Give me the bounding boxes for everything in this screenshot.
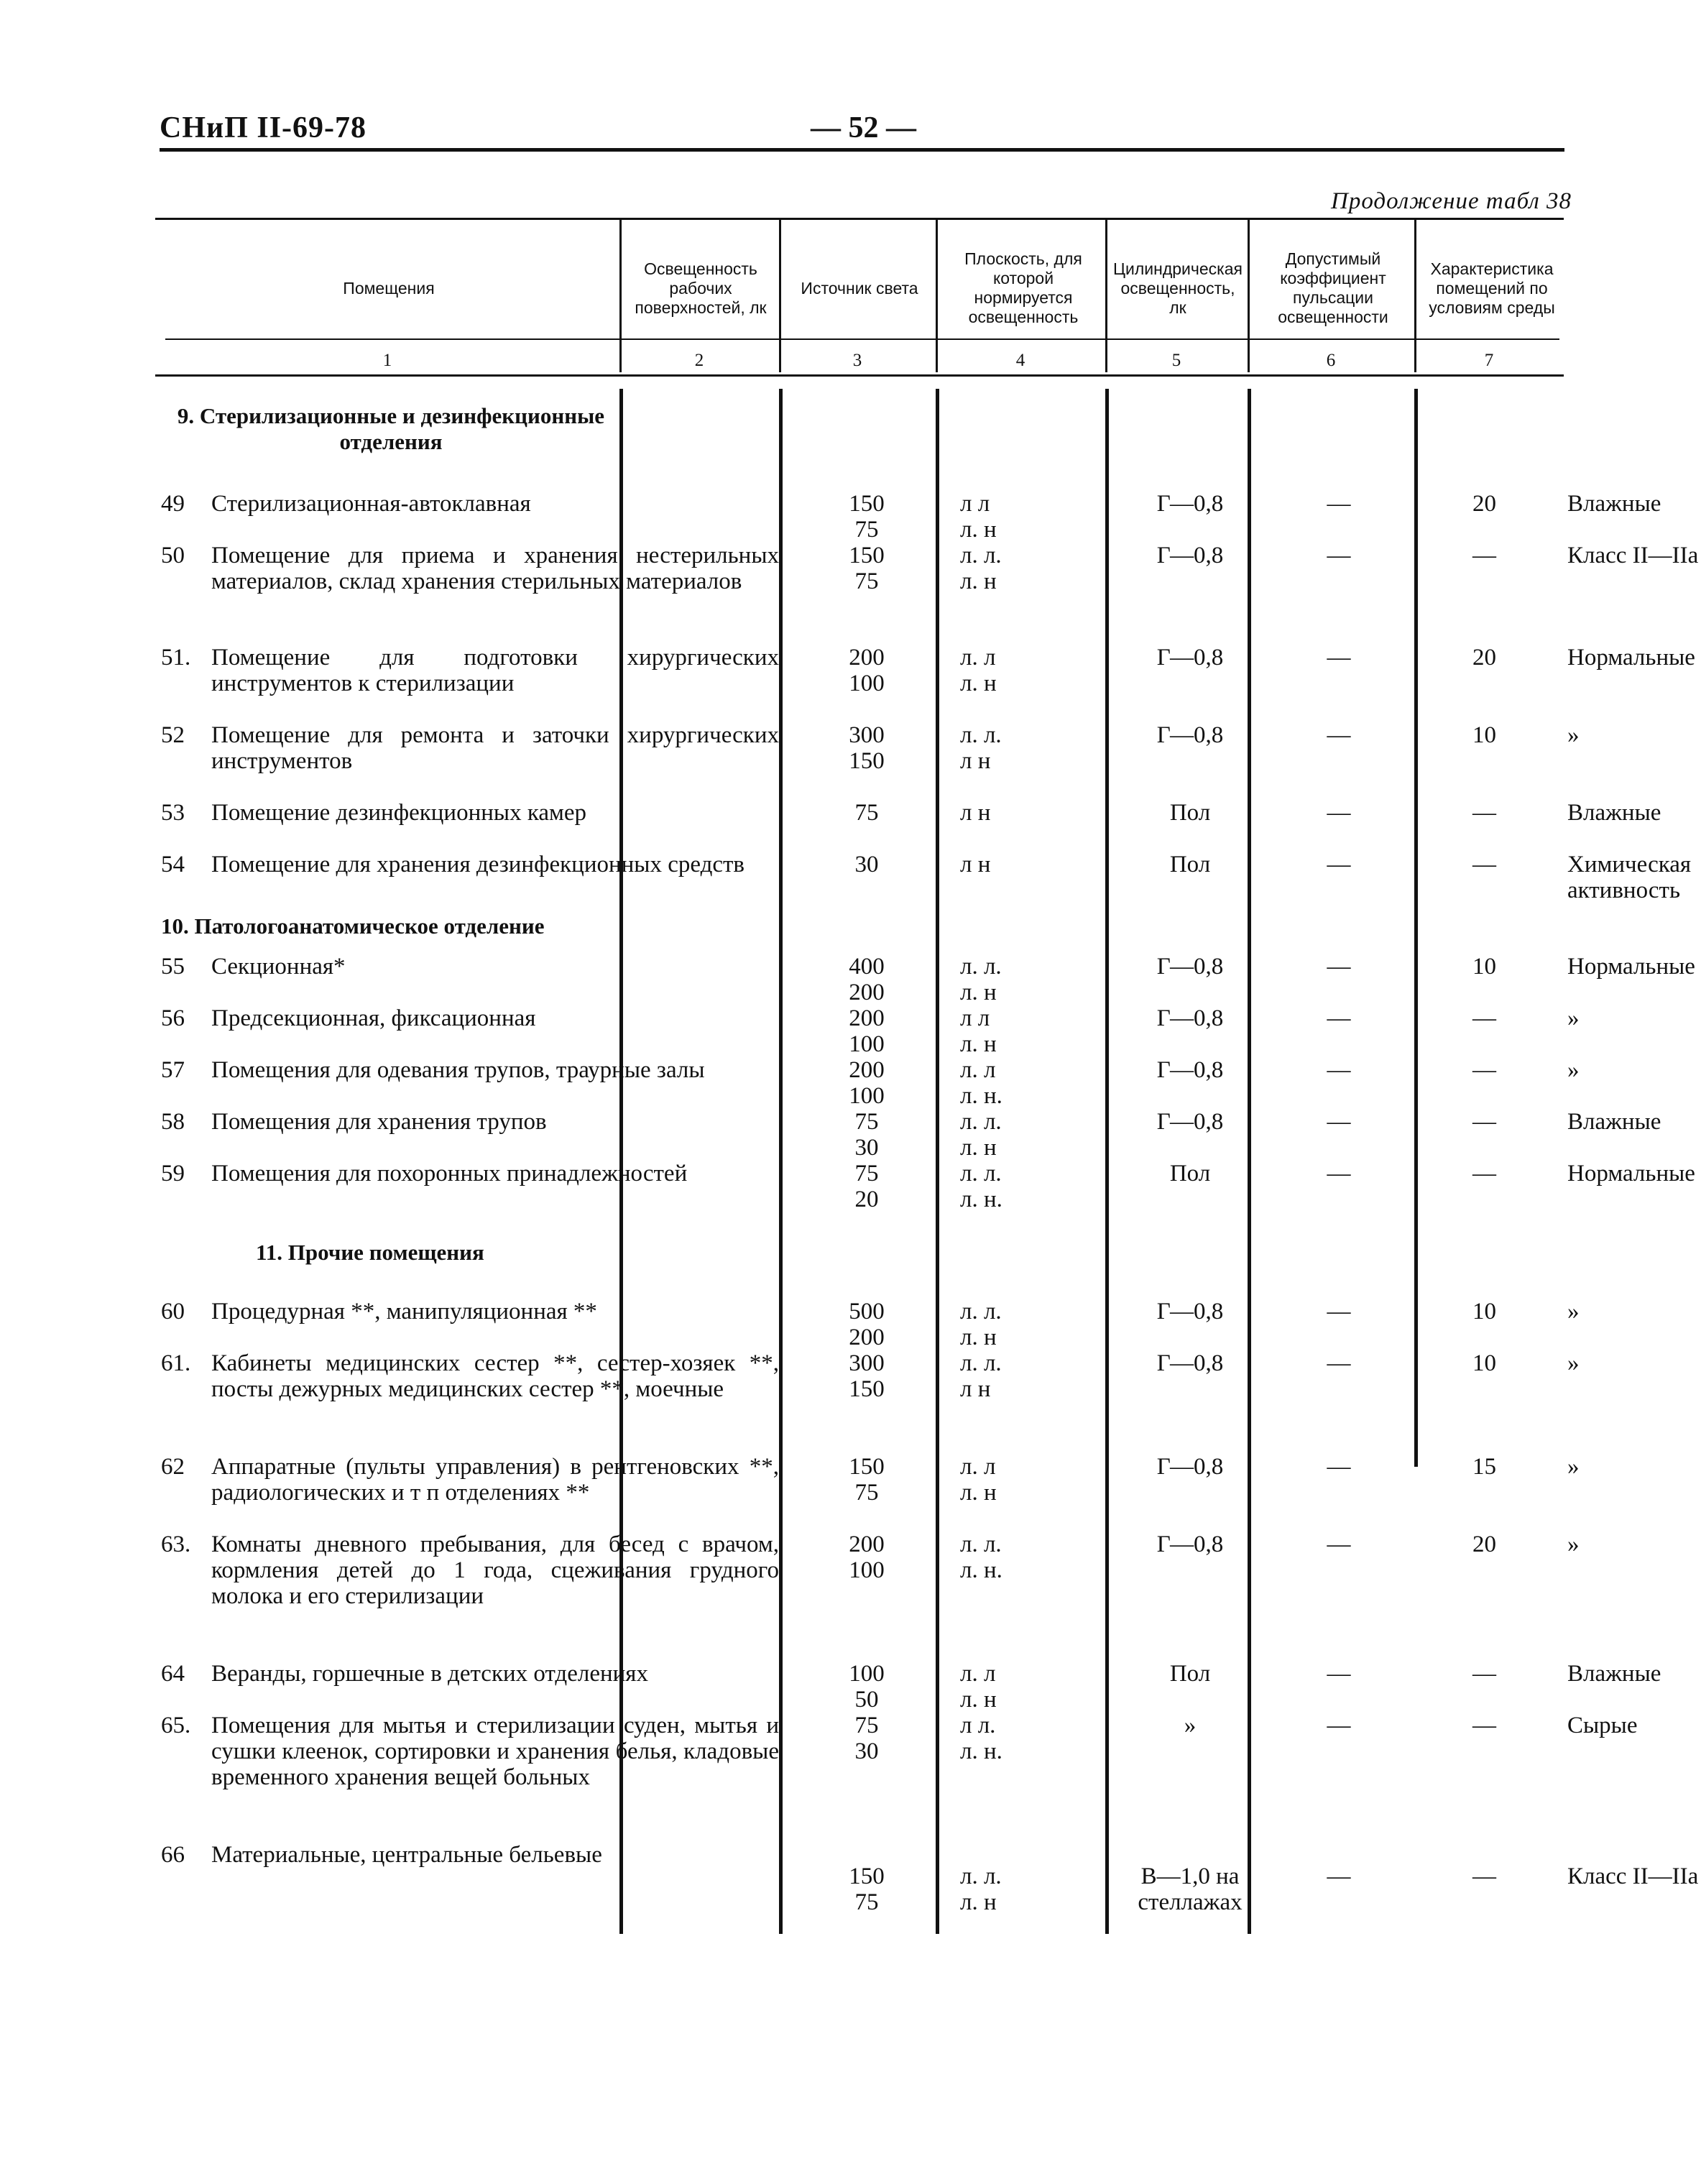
row-number: 66 [161,1842,185,1868]
illuminance-value: 30 [854,1738,879,1764]
light-source-value: л. л. [960,1109,1002,1135]
illuminance-value: 150 [849,748,885,774]
col-divider [779,389,783,1934]
section-title: 9. Стерилизационные и дезинфекционные отделения [177,403,605,454]
light-source [960,1161,1104,1212]
row-number: 57 [161,1057,185,1083]
room-name: Материальные, центральные бельевые [211,1842,602,1868]
environment-class: Влажные [1567,491,1661,517]
light-source-value: л. л. [960,1161,1002,1187]
room-name: Помещения для одевания трупов, траурные залы [211,1057,705,1083]
light-source [960,645,1104,696]
room-name: Аппаратные (пульты управления) в рентгеновских **, радиологических и т п отделениях ** [211,1454,779,1506]
pulsation-coefficient: — [1472,1661,1496,1687]
environment-class: » [1567,1005,1580,1031]
light-source-value: л. л. [960,1531,1002,1557]
table-top-rule [155,218,1564,220]
illuminance-value: 500 [849,1299,885,1324]
environment-class: » [1567,1531,1580,1557]
norm-plane: Г—0,8 [1156,1057,1224,1083]
room-name: Кабинеты медицинских сестер **, сестер-хозяек **, посты дежурных медицинских сестер **, моечные [211,1350,779,1402]
room-name: Помещение для ремонта и заточки хирургических инструментов [211,722,779,774]
illuminance [795,1161,939,1212]
environment-class: Влажные [1567,1109,1661,1135]
light-source-value: л л [960,1005,990,1031]
norm-plane: » [1184,1713,1197,1738]
illuminance-value: 100 [849,1661,885,1687]
illuminance-value: 75 [854,1713,879,1738]
section-title: 11. Прочие помещения [256,1240,484,1265]
column-numbers-rule [155,374,1564,377]
illuminance [795,1350,939,1402]
column-number: 2 [694,351,704,370]
room-name: Комнаты дневного пребывания, для бесед с врачом, кормления детей до 1 года, сцеживания грудного молока и его стерилизации [211,1531,779,1609]
norm-plane: Г—0,8 [1156,1531,1224,1557]
column-number: 5 [1171,351,1181,370]
illuminance-value: 75 [854,1161,879,1187]
column-header-environment: Характеристика помещений по условиям среды [1429,259,1555,317]
environment-class: » [1567,1454,1580,1480]
light-source-value: л. н. [960,1557,1002,1583]
cylindrical-illuminance: — [1327,800,1351,826]
row-number: 64 [161,1661,185,1687]
norm-plane: Пол [1169,1161,1211,1187]
norm-plane: Г—0,8 [1156,1005,1224,1031]
col-divider [619,218,622,372]
pulsation-coefficient: — [1472,1005,1496,1031]
pulsation-coefficient: — [1472,1109,1496,1135]
row-number: 56 [161,1005,185,1031]
room-name: Помещение для приема и хранения нестерильных материалов, склад хранения стерильных материалов [211,543,779,594]
pulsation-coefficient: 20 [1472,491,1496,517]
illuminance-value: 75 [854,1109,879,1135]
column-number: 4 [1015,351,1025,370]
light-source-value: л. л [960,1661,996,1687]
illuminance [795,852,939,877]
cylindrical-illuminance: — [1327,1109,1351,1135]
column-header-light-source: Источник света [801,278,918,298]
illuminance-value: 400 [849,954,885,980]
light-source [960,1454,1104,1506]
cylindrical-illuminance: — [1327,645,1351,671]
light-source-value: л н [960,748,991,774]
section-heading [256,1240,615,1266]
row-number: 51. [161,645,191,671]
pulsation-coefficient: — [1472,852,1496,877]
light-source [960,1109,1104,1161]
light-source [960,543,1104,594]
room-name: Помещение для подготовки хирургических инструментов к стерилизации [211,645,779,696]
column-header-illuminance: Освещенность рабочих поверхностей, лк [635,259,767,317]
illuminance-value: 200 [849,645,885,671]
light-source-value: л. н [960,1135,997,1161]
illuminance-value: 100 [849,1557,885,1583]
row-number: 58 [161,1109,185,1135]
pulsation-coefficient: — [1472,1057,1496,1083]
column-number: 7 [1484,351,1494,370]
illuminance-value: 150 [849,491,885,517]
light-source-value: л н [960,1376,991,1402]
illuminance-value: 100 [849,1083,885,1109]
light-source-value: л. н [960,671,997,696]
col-divider [1105,389,1109,1934]
cylindrical-illuminance: — [1327,1005,1351,1031]
light-source [960,722,1104,774]
norm-plane: Г—0,8 [1156,491,1224,517]
norm-plane: Г—0,8 [1156,543,1224,568]
cylindrical-illuminance: — [1327,1454,1351,1480]
environment-class: Сырые [1567,1713,1638,1738]
cylindrical-illuminance: — [1327,1531,1351,1557]
light-source-value: л. л. [960,722,1002,748]
illuminance-value: 300 [849,722,885,748]
environment-class: Класс II—IIа [1567,1863,1699,1889]
illuminance [795,1531,939,1583]
illuminance-value: 75 [854,568,879,594]
light-source-value: л. н. [960,1083,1002,1109]
col-divider [1105,218,1107,372]
light-source-value: л. н. [960,1738,1002,1764]
row-number: 65. [161,1713,191,1738]
light-source-value: л. л. [960,1863,1002,1889]
light-source-value: л л. [960,1713,996,1738]
column-header-pulsation: Допустимый коэффициент пульсации освещенности [1278,249,1388,326]
room-name: Предсекционная, фиксационная [211,1005,536,1031]
row-number: 53 [161,800,185,826]
column-number: 1 [382,351,392,370]
illuminance-value: 200 [849,1324,885,1350]
norm-plane: Пол [1169,852,1211,877]
room-name: Веранды, горшечные в детских отделениях [211,1661,648,1687]
environment-class: Нормальные [1567,645,1695,671]
column-header-plane: Плоскость, для которой нормируется освещенность [964,249,1082,326]
row-number: 60 [161,1299,185,1324]
light-source-value: л. н [960,1324,997,1350]
row-number: 54 [161,852,185,877]
light-source [960,1299,1104,1350]
cylindrical-illuminance: — [1327,722,1351,748]
illuminance [795,543,939,594]
illuminance-value: 150 [849,543,885,568]
light-source [960,1863,1104,1915]
room-name: Секционная* [211,954,346,980]
illuminance [795,722,939,774]
light-source-value: л. л. [960,1350,1002,1376]
light-source [960,1531,1104,1583]
norm-plane: Г—0,8 [1156,645,1224,671]
cylindrical-illuminance: — [1327,1161,1351,1187]
column-number: 6 [1326,351,1336,370]
pulsation-coefficient: — [1472,1863,1496,1889]
pulsation-coefficient: — [1472,543,1496,568]
col-divider [1248,218,1250,372]
light-source-value: л. л [960,645,996,671]
light-source-value: л. л [960,1057,996,1083]
light-source [960,800,1104,826]
light-source-value: л. н [960,1889,997,1915]
environment-class: » [1567,722,1580,748]
illuminance-value: 50 [854,1687,879,1713]
environment-class: Нормальные [1567,954,1695,980]
light-source [960,1713,1104,1764]
room-name: Помещения для мытья и стерилизации суден, мытья и сушки клеенок, сортировки и хранения белья, кладовые временного хранения вещей больных [211,1713,779,1790]
illuminance [795,1454,939,1506]
norm-plane: Пол [1169,1661,1211,1687]
pulsation-coefficient: 20 [1472,645,1496,671]
illuminance-value: 150 [849,1454,885,1480]
light-source-value: л. н [960,980,997,1005]
illuminance-value: 200 [849,1531,885,1557]
illuminance-value: 200 [849,980,885,1005]
col-divider [936,218,938,372]
column-header-cylindrical: Цилиндрическая освещенность, лк [1113,259,1243,317]
illuminance-value: 75 [854,1480,879,1506]
illuminance [795,1005,939,1057]
environment-class: Класс II—IIа [1567,543,1699,568]
room-name: Помещения для хранения трупов [211,1109,547,1135]
light-source-value: л. н. [960,1187,1002,1212]
pulsation-coefficient: 10 [1472,1350,1496,1376]
illuminance [795,800,939,826]
light-source-value: л н [960,800,991,826]
pulsation-coefficient: 15 [1472,1454,1496,1480]
cylindrical-illuminance: — [1327,1350,1351,1376]
cylindrical-illuminance: — [1327,1299,1351,1324]
light-source-value: л. л. [960,954,1002,980]
environment-class: Химическая активность [1567,852,1692,903]
environment-class: Влажные [1567,1661,1661,1687]
illuminance [795,645,939,696]
row-number: 59 [161,1161,185,1187]
pulsation-coefficient: — [1472,1161,1496,1187]
cylindrical-illuminance: — [1327,954,1351,980]
pulsation-coefficient: 10 [1472,954,1496,980]
illuminance-value: 200 [849,1005,885,1031]
col-divider [1414,218,1416,372]
light-source-value: л л [960,491,990,517]
norm-plane: Г—0,8 [1156,722,1224,748]
norm-plane: Г—0,8 [1156,1109,1224,1135]
row-number: 49 [161,491,185,517]
light-source-value: л. н [960,1480,997,1506]
light-source [960,1057,1104,1109]
light-source-value: л. н [960,1687,997,1713]
norm-plane: Г—0,8 [1156,1299,1224,1324]
header-rule [160,148,1564,152]
environment-class: Нормальные [1567,1161,1695,1187]
light-source-value: л. н [960,1031,997,1057]
illuminance-value: 75 [854,517,879,543]
row-number: 63. [161,1531,191,1557]
illuminance-value: 75 [854,800,879,826]
light-source-value: л. л. [960,1299,1002,1324]
environment-class: » [1567,1299,1580,1324]
pulsation-coefficient: 20 [1472,1531,1496,1557]
cylindrical-illuminance: — [1327,1863,1351,1889]
row-number: 61. [161,1350,191,1376]
illuminance-value: 30 [854,852,879,877]
document-code: СНиП II-69-78 [160,111,367,144]
cylindrical-illuminance: — [1327,1713,1351,1738]
light-source [960,852,1104,877]
lighting-norms-table [155,218,1699,1957]
illuminance-value: 100 [849,1031,885,1057]
illuminance-value: 100 [849,671,885,696]
environment-class: » [1567,1057,1580,1083]
row-number: 50 [161,543,185,568]
illuminance-value: 30 [854,1135,879,1161]
cylindrical-illuminance: — [1327,1661,1351,1687]
illuminance-value: 300 [849,1350,885,1376]
room-name: Помещение для хранения дезинфекционных средств [211,852,745,877]
environment-class: Влажные [1567,800,1661,826]
light-source [960,1350,1104,1402]
illuminance-value: 20 [854,1187,879,1212]
light-source-value: л. л [960,1454,996,1480]
light-source-value: л. л. [960,543,1002,568]
illuminance-value: 200 [849,1057,885,1083]
light-source-value: л. н [960,568,997,594]
row-number: 62 [161,1454,185,1480]
cylindrical-illuminance: — [1327,543,1351,568]
table-continuation-note: Продолжение табл 38 [1331,188,1572,214]
light-source [960,1005,1104,1057]
norm-plane: Г—0,8 [1156,954,1224,980]
pulsation-coefficient: 10 [1472,722,1496,748]
cylindrical-illuminance: — [1327,1057,1351,1083]
illuminance-value: 150 [849,1863,885,1889]
cylindrical-illuminance: — [1327,491,1351,517]
illuminance [795,1863,939,1915]
pulsation-coefficient: — [1472,1713,1496,1738]
illuminance-value: 150 [849,1376,885,1402]
light-source-value: л. н [960,517,997,543]
section-title: 10. Патологоанатомическое отделение [161,913,545,939]
row-number: 55 [161,954,185,980]
room-name: Помещения для похоронных принадлежностей [211,1161,688,1187]
pulsation-coefficient: — [1472,800,1496,826]
illuminance [795,1299,939,1350]
illuminance [795,954,939,1005]
section-heading [161,403,621,455]
norm-plane: Г—0,8 [1156,1454,1224,1480]
norm-plane: В—1,0 на стеллажах [1138,1863,1243,1915]
cylindrical-illuminance: — [1327,852,1351,877]
pulsation-coefficient: 10 [1472,1299,1496,1324]
light-source [960,491,1104,543]
room-name: Процедурная **, манипуляционная ** [211,1299,597,1324]
col-divider [779,218,781,372]
environment-class: » [1567,1350,1580,1376]
column-number: 3 [852,351,862,370]
illuminance [795,1661,939,1713]
header-bottom-rule [165,338,1559,340]
row-number: 52 [161,722,185,748]
norm-plane: Пол [1169,800,1211,826]
norm-plane: Г—0,8 [1156,1350,1224,1376]
illuminance [795,1713,939,1764]
light-source [960,954,1104,1005]
illuminance [795,1057,939,1109]
room-name: Помещение дезинфекционных камер [211,800,587,826]
light-source [960,1661,1104,1713]
column-header-rooms: Помещения [343,278,435,298]
illuminance [795,1109,939,1161]
illuminance-value: 75 [854,1889,879,1915]
section-heading [161,913,635,939]
light-source-value: л н [960,852,991,877]
room-name: Стерилизационная-автоклавная [211,491,531,517]
illuminance [795,491,939,543]
page-number: — 52 — [811,111,916,144]
